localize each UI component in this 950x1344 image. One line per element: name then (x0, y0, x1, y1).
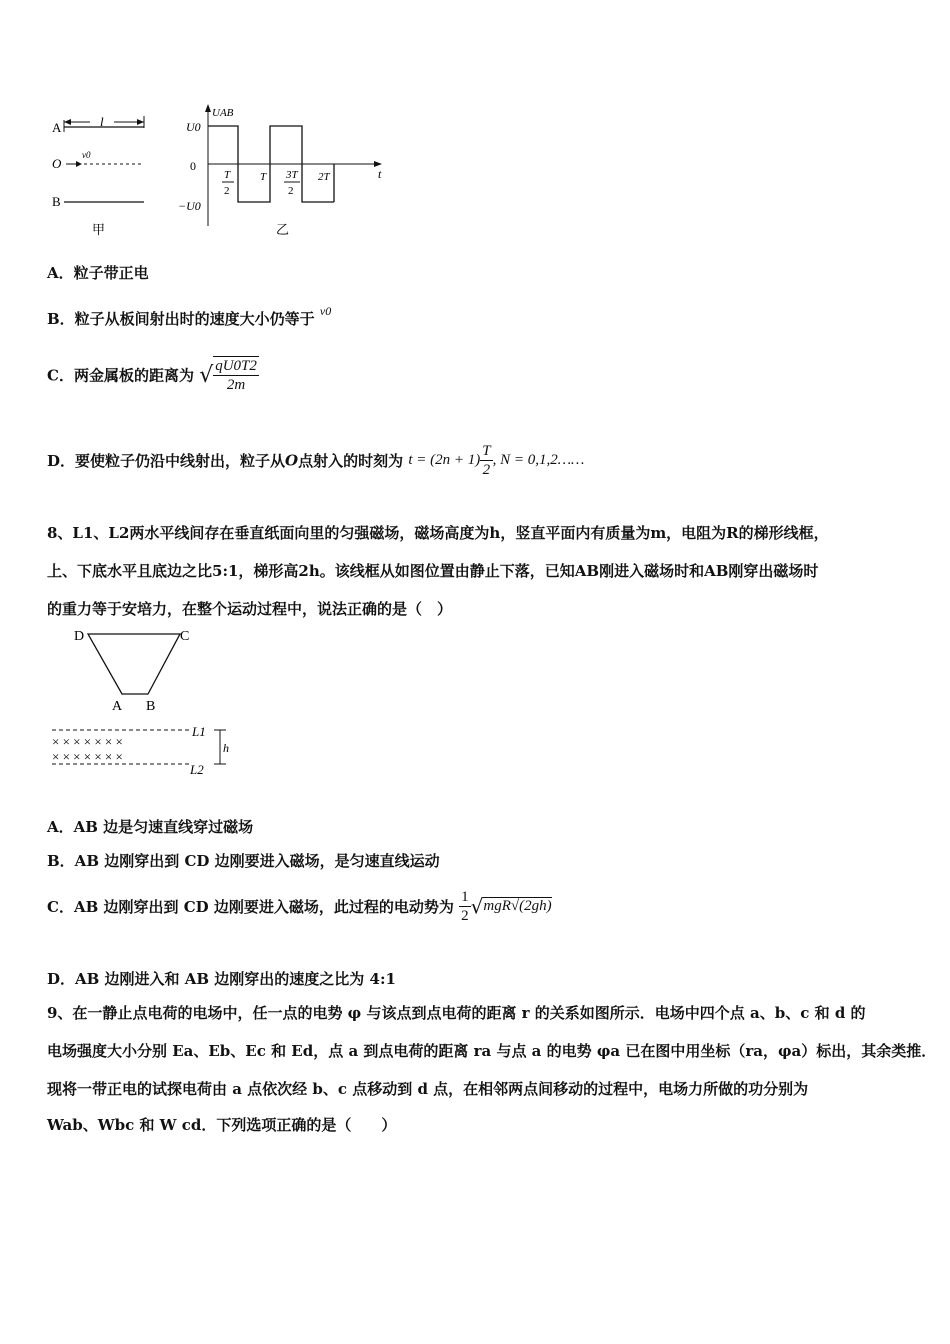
q8-option-b: B．AB 边刚穿出到 CD 边刚要进入磁场，是匀速直线运动 (47, 852, 440, 870)
q8-line-3: 的重力等于安培力，在整个运动过程中，说法正确的是（ ） (47, 600, 453, 618)
tick-half-t-num: T (224, 169, 231, 181)
tick-2t: 2T (318, 171, 330, 183)
plate-a-label: A (52, 120, 62, 135)
q7-option-d-math-left: t = (2n + 1) (408, 452, 481, 468)
q8-option-c-text: C．AB 边刚穿出到 CD 边刚要进入磁场，此过程的电动势为 (47, 898, 454, 916)
corner-c-label: C (180, 629, 190, 644)
q8-option-d: D．AB 边刚进入和 AB 边刚穿出的速度之比为 4:1 (47, 970, 396, 988)
trapezoid-figure (40, 624, 250, 784)
l1-label: L1 (192, 724, 206, 739)
corner-b-label: B (146, 699, 156, 714)
caption-yi: 乙 (276, 222, 290, 237)
figure-yi (178, 100, 400, 240)
q9-line-4: Wab、Wbc 和 W cd．下列选项正确的是（ ） (47, 1116, 397, 1134)
sqrt-icon: √ (470, 894, 484, 919)
q7-option-b-text: B．粒子从板间射出时的速度大小仍等于 (47, 310, 315, 328)
q7-option-c-text: C．两金属板的距离为 (47, 366, 194, 385)
q8-option-c-frac (459, 888, 471, 925)
q8-option-c-num: 1 (461, 889, 469, 905)
q8-option-a: A．AB 边是匀速直线穿过磁场 (47, 818, 254, 836)
origin-label: 0 (190, 159, 196, 173)
q7-option-c-den: 2m (226, 377, 246, 393)
q7-option-d-num: T (482, 443, 491, 459)
tick-3t-den: 2 (288, 185, 294, 197)
q7-option-d-text: D．要使粒子仍沿中线射出，粒子从 (47, 452, 286, 470)
length-l-label: l (100, 114, 104, 129)
q7-option-b-math: v0 (319, 304, 332, 318)
q8-line-2: 上、下底水平且底边之比5:1，梯形高2h。该线框从如图位置由静止下落，已知AB刚进入磁场时和AB刚穿出磁场时 (47, 562, 819, 580)
q8-option-c-den: 2 (461, 908, 469, 924)
q9-line-2: 电场强度大小分别 Ea、Eb、Ec 和 Ed，点 a 到点电荷的距离 ra 与点 a 的电势 φa 已在图中用坐标（ra，φa）标出，其余类推． (47, 1042, 937, 1060)
tick-3t-num: 3T (286, 169, 298, 181)
q7-option-d-math-right: , N = 0,1,2…… (492, 452, 585, 468)
l2-label: L2 (190, 762, 204, 777)
caption-jia: 甲 (92, 222, 106, 237)
sqrt-icon: √ (199, 362, 214, 388)
q8-line-1: 8、L1、L2两水平线间存在垂直纸面向里的匀强磁场，磁场高度为h，竖直平面内有质量为m，电阻为R的梯形线框， (47, 524, 829, 542)
tick-half-t-den: 2 (224, 185, 230, 197)
q9-line-3: 现将一带正电的试探电荷由 a 点依次经 b、c 点移动到 d 点，在相邻两点间移动的过程中，电场力所做的功分别为 (47, 1080, 809, 1098)
field-crosses-row-2: × × × × × × × (52, 749, 123, 764)
y-axis-label: UAB (212, 107, 234, 119)
v0-label: v0 (82, 150, 91, 160)
q7-option-c-frac (213, 356, 259, 394)
corner-d-label: D (74, 629, 85, 644)
q9-line-1: 9、在一静止点电荷的电场中，任一点的电势 φ 与该点到点电荷的距离 r 的关系如图所示．电场中四个点 a、b、c 和 d 的 (47, 1004, 866, 1022)
q8-option-c (47, 888, 552, 925)
q7-option-c-num: qU0T2 (215, 358, 257, 374)
q7-option-d-o: O (285, 451, 299, 470)
u0-label: U0 (186, 120, 201, 134)
q7-option-b (47, 304, 332, 329)
q7-option-d-den: 2 (482, 462, 491, 478)
tick-t: T (260, 171, 267, 183)
q7-option-d-frac (480, 442, 492, 479)
h-label: h (223, 741, 229, 755)
corner-a-label: A (112, 699, 123, 714)
point-o-label: O (52, 156, 62, 171)
neg-u0-label: −U0 (178, 199, 201, 213)
field-crosses-row-1: × × × × × × × (52, 734, 123, 749)
q7-option-d-tail: 点射入的时刻为 (298, 452, 404, 470)
q7-option-d (47, 442, 584, 479)
q8-option-c-root: mgR√(2gh) (483, 898, 552, 914)
plate-b-label: B (52, 194, 61, 209)
q7-option-c (47, 356, 259, 394)
t-axis-label: t (378, 167, 382, 181)
q7-option-a: A．粒子带正电 (47, 264, 149, 282)
